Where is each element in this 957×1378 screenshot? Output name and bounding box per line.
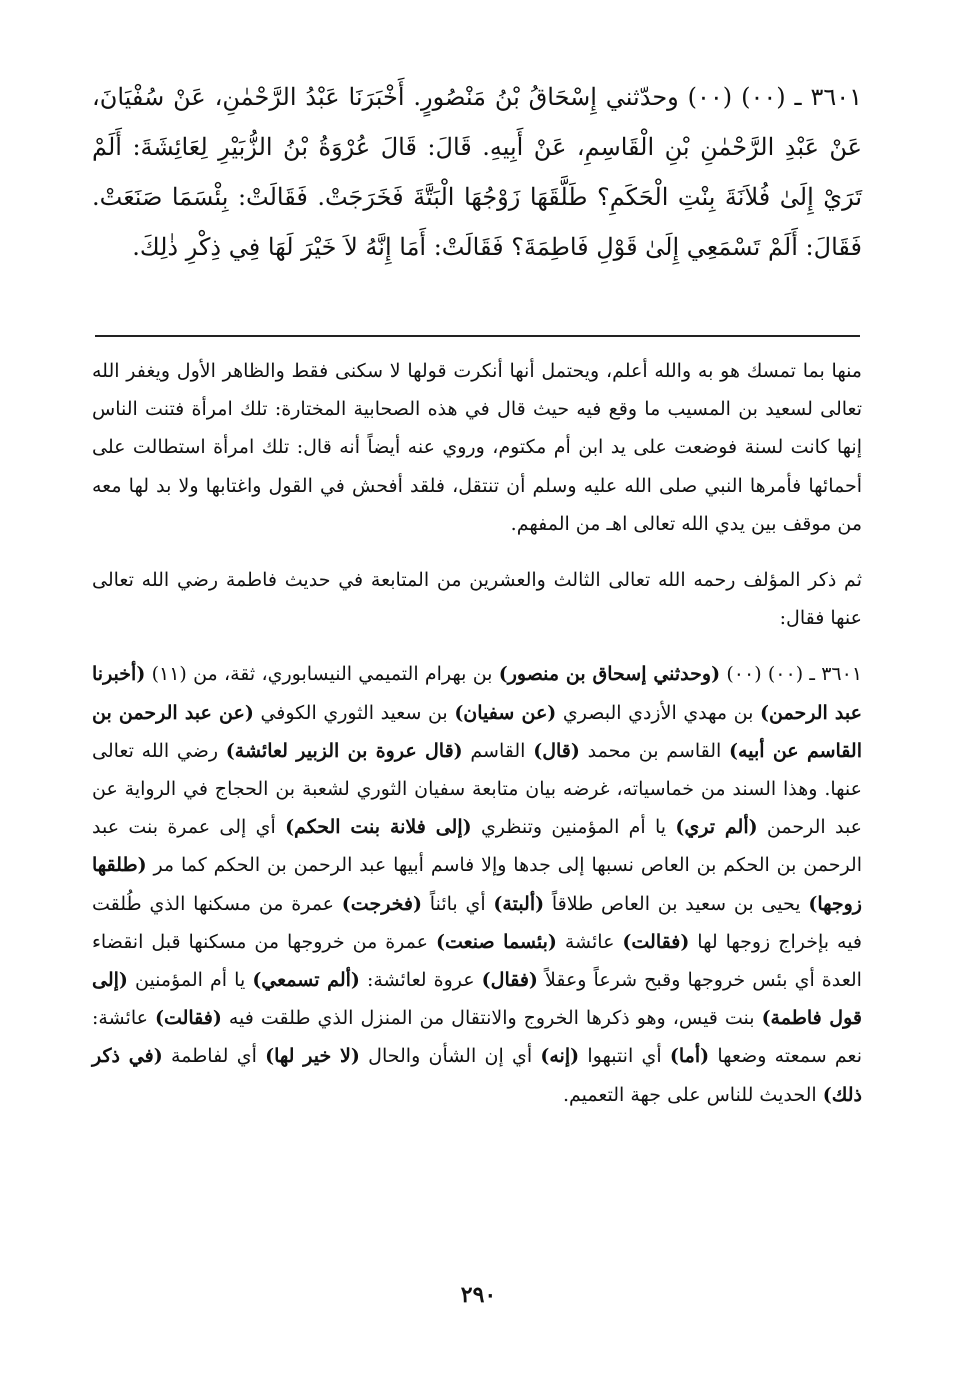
commentary-text: ٣٦٠١ ـ (٠٠) (٠٠) [726,663,863,686]
commentary-text: عائشة: نعم سمعته وضعها [92,1007,862,1068]
commentary-text: بن سعيد الثوري الكوفي [260,701,448,724]
commentary-paragraph-1: منها بما تمسك هو به والله أعلم، ويحتمل أنها أنكرت قولها لا سكنى فقط والظاهر الأول ويغفر الله تعالى لسعيد بن المسيب ما وقع فيه حيث قال في هذه الصحابية المختارة: تلك امرأة فتنت الناس إنها كانت لسنة فوضعت على يد ابن أم مكتوم، وروي عنه أيضاً أنه قال: تلك امرأة استطالت على أحمائها فأمرها النبي صلى الله عليه وسلم أن تنتقل، فلقد أفحش في القول واغتابها ولا بد لها معه من موقف بين يدي الله تعالى اهـ من المفهم. [92,360,862,535]
quoted-phrase: (ألم تسمعي) [252,969,360,992]
commentary-text: الحديث للناس على جهة التعميم. [562,1083,817,1106]
quoted-phrase: (فقالت) [154,1007,222,1030]
quoted-phrase: (فقال) [481,969,538,992]
quoted-phrase: (إلى فلانة بنت الحكم) [285,816,472,839]
quoted-phrase: (طلقها زوجها) [92,854,862,915]
quoted-phrase: (أما) [669,1045,710,1068]
quoted-phrase: (أخبرنا عبد الرحمن) [92,663,862,724]
quoted-phrase: (ألم تري) [675,816,758,839]
commentary-text: يا أم المؤمنين وتنظري [480,816,667,839]
quoted-phrase: (في ذكر ذلك) [92,1045,862,1106]
commentary-paragraph-2: ثم ذكر المؤلف رحمه الله تعالى الثالث والعشرين من المتابعة في حديث فاطمة رضي الله تعالى عنها فقال: [92,569,862,630]
hadith-paragraph: ٣٦٠١ ـ (٠٠) (٠٠) وحدّثني إِسْحَاقُ بْنُ مَنْصُورٍ. أَخْبَرَنَا عَبْدُ الرَّحْمٰنِ، عَنْ سُفْيَانَ، عَنْ عَبْدِ الرَّحْمٰنِ بْنِ الْقَاسِمِ، عَنْ أَبِيهِ. قَالَ: قَالَ عُرْوَةُ بْنُ الزُّبَيْرِ لِعَائِشَةَ: أَلَمْ تَرَيْ إِلَىٰ فُلاَنَةَ بِنْتِ الْحَكَمِ؟ طَلَّقَهَا زَوْجُهَا الْبَتَّةَ فَخَرَجَتْ. فَقَالَتْ: بِئْسَمَا صَنَعَتْ. فَقَالَ: أَلَمْ تَسْمَعِي إِلَىٰ قَوْلِ فَاطِمَةَ؟ فَقَالَتْ: أَمَا إِنَّهُ لاَ خَيْرَ لَهَا فِي ذِكْرِ ذٰلِكَ. [92,83,862,261]
quoted-phrase: (قال) [533,739,580,762]
commentary-block [92,352,862,1114]
commentary-text: عمرة من مسكنها الذي طُلقت فيه بإخراج زوجها لها [92,892,863,953]
commentary-paragraph-3 [92,655,862,1113]
commentary-text: عروة لعائشة: [366,969,475,992]
commentary-text: بن مهدي الأزدي البصري [562,701,754,724]
quoted-phrase: (لا خير لها) [265,1045,360,1068]
commentary-text: عائشة [564,930,615,953]
commentary-text: القاسم بن محمد [587,739,722,762]
quoted-phrase: (بئسما صنعت) [435,930,557,953]
commentary-text: يحيى بن سعيد بن العاص طلاقاً [551,892,801,915]
quoted-phrase: (فقالت) [622,930,690,953]
commentary-text: رضي الله تعالى عنها. وهذا السند من خماسياته، غرضه بيان متابعة سفيان الثوري لشعبة بن الحجاج في الرواية عن عبد الرحمن [92,739,863,839]
commentary-text: عمرة من خروجها من مسكنها قبل انقضاء العدة أي بئس خروجها وقبح شرعاً وعقلاً [92,930,862,992]
commentary-text: أي إلى عمرة بنت عبد الرحمن بن الحكم بن العاص نسبها إلى جدها وإلا فاسم أبيها عبد الرحمن بن الحكم كما مر [92,816,862,877]
quoted-phrase: (عن سفيان) [454,701,557,724]
quoted-phrase: (عن عبد الرحمن بن القاسم عن أبيه) [92,701,862,762]
commentary-text: القاسم [470,739,526,762]
quoted-phrase: (إنه) [540,1045,580,1068]
page-number: ٢٩٠ [460,1282,497,1308]
commentary-text: أي لفاطمة [170,1045,257,1068]
commentary-text: أي بائناً [429,892,486,915]
quoted-phrase: (قال عروة بن الزبير لعائشة) [225,739,463,762]
commentary-text: يا أم المؤمنين [134,969,246,992]
commentary-text: أي انتبهوا [587,1045,662,1068]
commentary-text: بن بهرام التميمي النيسابوري، ثقة، من (١١) [151,663,493,686]
quoted-phrase: (ألبتة) [493,892,545,915]
footnote-divider [95,335,860,337]
quoted-phrase: (وحدثني إسحاق بن منصور) [498,663,721,686]
quoted-phrase: (إلى قول فاطمة) [92,969,862,1030]
commentary-text: بنت قيس، وهو ذكرها الخروج والانتقال من المنزل الذي طلقت فيه [228,1007,755,1030]
quoted-phrase: (فخرجت) [341,892,423,915]
hadith-text-block [92,72,862,272]
commentary-text: أي إن الشأن والحال [368,1045,533,1068]
